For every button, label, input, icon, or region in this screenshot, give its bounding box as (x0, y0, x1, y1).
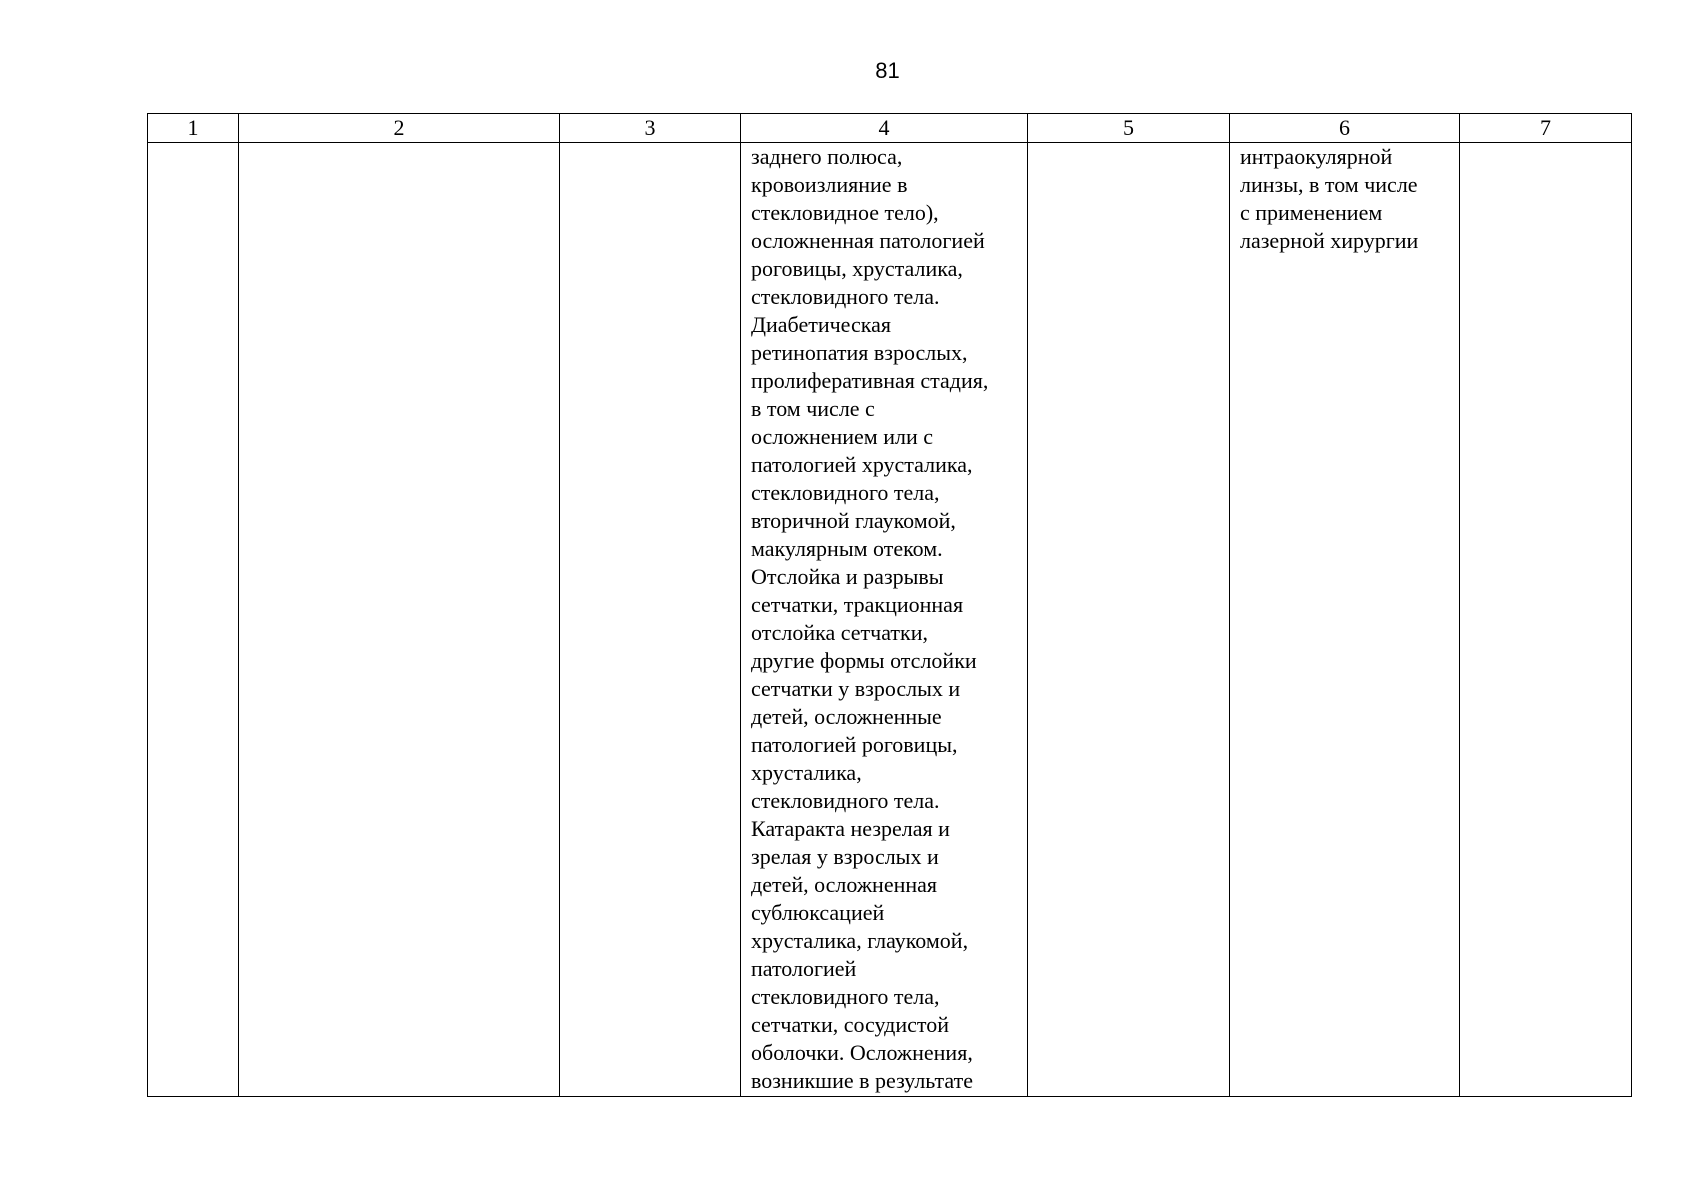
text-line: стекловидного тела, (751, 480, 940, 505)
text-line: кровоизлияние в (751, 172, 908, 197)
text-line: хрусталика, (751, 760, 862, 785)
text-line: стекловидного тела. (751, 788, 940, 813)
text-line: с применением (1240, 200, 1383, 225)
text-line: Отслойка и разрывы (751, 564, 944, 589)
text-line: стекловидного тела, (751, 984, 940, 1009)
text-line: лазерной хирургии (1240, 228, 1419, 253)
text-line: зрелая у взрослых и (751, 844, 939, 869)
header-row (148, 114, 1632, 143)
text-line: отслойка сетчатки, (751, 620, 928, 645)
column-header-7: 7 (1460, 114, 1632, 143)
cell-col-3 (560, 143, 741, 1097)
text-line: возникшие в результате (751, 1068, 973, 1093)
text-line: ретинопатия взрослых, (751, 340, 968, 365)
cell-col-7 (1460, 143, 1632, 1097)
text-line: сетчатки, сосудистой (751, 1012, 949, 1037)
text-line: заднего полюса, (751, 144, 903, 169)
page-number: 81 (875, 58, 900, 83)
column-header-2: 2 (239, 114, 560, 143)
text-line: осложнением или с (751, 424, 934, 449)
column-header-5: 5 (1028, 114, 1230, 143)
text-line: в том числе с (751, 396, 875, 421)
text-line: Диабетическая (751, 312, 891, 337)
cell-col-4 (741, 143, 1028, 1097)
cell-col-2 (239, 143, 560, 1097)
cell-col-1 (148, 143, 239, 1097)
text-line: Катаракта незрелая и (751, 816, 950, 841)
text-line: макулярным отеком. (751, 536, 943, 561)
data-table (147, 113, 1632, 1097)
text-line: патологией роговицы, (751, 732, 958, 757)
text-line: вторичной глаукомой, (751, 508, 956, 533)
text-line: патологией (751, 956, 857, 981)
text-line: детей, осложненная (751, 872, 938, 897)
text-line: хрусталика, глаукомой, (751, 928, 969, 953)
text-line: роговицы, хрусталика, (751, 256, 963, 281)
cell-col-6 (1230, 143, 1460, 1097)
table-row (148, 143, 1632, 1097)
text-line: линзы, в том числе (1240, 172, 1418, 197)
text-line: стекловидное тело), (751, 200, 939, 225)
cell-col-5 (1028, 143, 1230, 1097)
text-line: интраокулярной (1240, 144, 1393, 169)
text-line: сетчатки, тракционная (751, 592, 964, 617)
column-header-1: 1 (148, 114, 239, 143)
text-line: детей, осложненные (751, 704, 942, 729)
text-line: пролиферативная стадия, (751, 368, 989, 393)
text-line: патологией хрусталика, (751, 452, 973, 477)
text-line: стекловидного тела. (751, 284, 940, 309)
column-header-3: 3 (560, 114, 741, 143)
column-header-4: 4 (741, 114, 1028, 143)
text-line: осложненная патологией (751, 228, 985, 253)
column-header-6: 6 (1230, 114, 1460, 143)
text-line: сублюксацией (751, 900, 885, 925)
text-line: сетчатки у взрослых и (751, 676, 961, 701)
text-line: оболочки. Осложнения, (751, 1040, 973, 1065)
text-line: другие формы отслойки (751, 648, 977, 673)
